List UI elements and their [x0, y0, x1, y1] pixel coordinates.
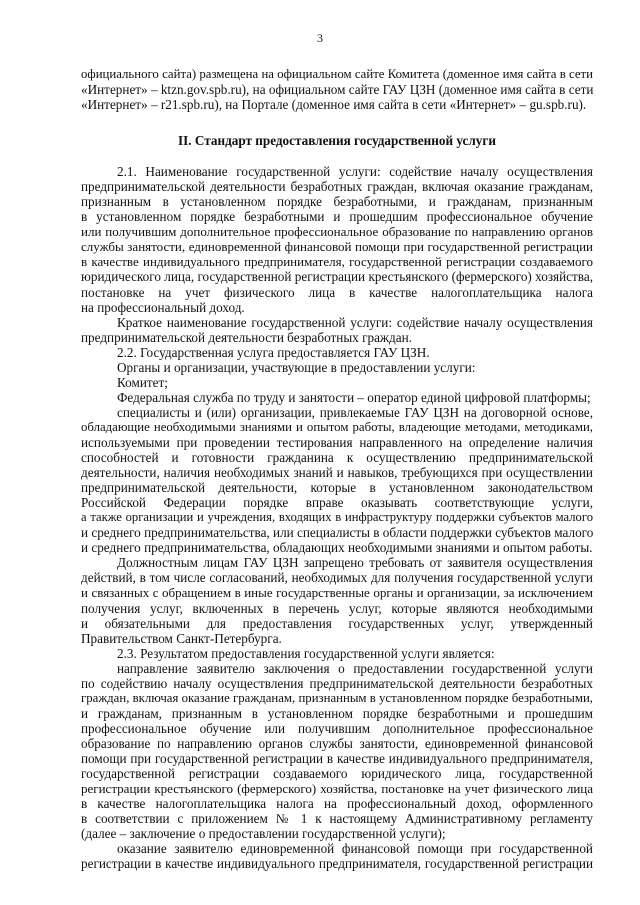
text-line: и обязательными для предоставления государственных услуг, утвержденный [81, 615, 593, 631]
text-line: действий, в том числе согласований, необходимых для получения государственной услуги [81, 570, 593, 586]
text-line: Должностным лицам ГАУ ЦЗН запрещено требовать от заявителя осуществления [117, 555, 593, 571]
text-line: или получившим дополнительное профессиональное образование по направлению органов [81, 224, 593, 240]
paragraph [81, 841, 593, 871]
paragraph [81, 345, 593, 360]
text-line: Органы и организации, участвующие в предоставлении услуги: [117, 359, 476, 375]
text-line: обладающие необходимыми знаниями и опытом работы, владеющие методами, методиками, [81, 419, 593, 434]
text-line: 2.1. Наименование государственной услуги: содействие началу осуществления [117, 164, 593, 180]
text-line: предпринимательской деятельности, которые в установленном законодательством [81, 480, 593, 496]
text-line: Краткое наименование государственной услуги: содействие началу осуществления [117, 314, 593, 330]
paragraph [81, 375, 593, 390]
text-line: в соответствии с приложением № 1 к настоящему Административному регламенту [81, 811, 593, 827]
document-body [81, 67, 593, 871]
text-line: и гражданам, признанным в установленном порядке безработными и прошедшим [81, 705, 593, 721]
text-line: в качестве налогоплательщика налога на профессиональный доход, оформленного [81, 796, 593, 812]
text-line: официального сайта) размещена на официальном сайте Комитета (доменное имя сайта в сети [81, 67, 593, 81]
text-line: а также организации и учреждения, входящих в инфраструктуру поддержки субъектов малого [81, 510, 593, 525]
text-line: получения услуг, включенных в перечень услуг, которые являются необходимыми [81, 600, 593, 616]
page-number: 3 [317, 31, 323, 45]
paragraph [81, 360, 593, 375]
paragraph [81, 390, 593, 405]
section-heading: II. Стандарт предоставления государственной услуги [178, 133, 496, 149]
text-line: предпринимательской деятельности безработных граждан, включая оказание гражданам, [81, 179, 593, 195]
text-line: помощи при государственной регистрации в качестве индивидуального предпринимателя, [81, 750, 593, 766]
paragraph [81, 555, 593, 645]
text-line: «Интернет» – ktzn.gov.spb.ru), на официальном сайте ГАУ ЦЗН (доменное имя сайта в сети [81, 82, 594, 98]
text-line: 2.2. Государственная услуга предоставляется ГАУ ЦЗН. [117, 344, 430, 360]
text-line: государственной регистрации создаваемого юридического лица, государственной [81, 766, 593, 782]
text-line: постановке на учет физического лица в качестве налогоплательщика налога [81, 284, 593, 300]
text-line: и связанных с обращением в иные государственные органы и организации, за исключением [81, 585, 593, 601]
text-line: оказание заявителю единовременной финансовой помощи при государственной [117, 841, 593, 857]
text-line: в качестве индивидуального предпринимателя, государственной регистрации создаваемого [81, 254, 593, 270]
paragraph [81, 315, 593, 345]
paragraph [81, 661, 593, 842]
text-line: способностей и готовности гражданина к осуществлению предпринимательской [81, 450, 593, 466]
text-line: (далее – заключение о предоставлении государственной услуги); [81, 826, 446, 842]
text-line: профессиональное обучение или получившим дополнительное профессиональное [81, 720, 593, 736]
text-line: 2.3. Результатом предоставления государственной услуги является: [117, 645, 495, 661]
paragraph [81, 405, 593, 555]
paragraph [81, 646, 593, 661]
text-line: используемыми при проведении тестирования направленного на определение наличия [81, 434, 593, 450]
intro-paragraph [81, 67, 593, 112]
text-line: юридического лица, государственной регистрации крестьянского (фермерского) хозяйства, [81, 269, 593, 285]
text-line: Федеральная служба по труду и занятости – оператор единой цифровой платформы; [117, 389, 591, 405]
text-line: Российской Федерации порядке вправе оказывать соответствующие услуги, [81, 495, 593, 511]
text-line: признанным в установленном порядке безработными, и гражданам, признанным [81, 194, 593, 210]
text-line: регистрации крестьянского (фермерского) хозяйства, постановке на учет физического лица [81, 781, 593, 797]
paragraph [81, 164, 593, 314]
text-line: службы занятости, единовременной финансовой помощи при государственной регистрации [81, 239, 593, 255]
text-line: специалисты и (или) организации, привлекаемые ГАУ ЦЗН на договорной основе, [117, 404, 593, 420]
text-line: и среднего предпринимательства, обладающих необходимыми знаниями и опытом работы. [81, 540, 593, 556]
text-line: по содействию началу осуществления предпринимательской деятельности безработных [81, 675, 593, 691]
text-line: в установленном порядке безработными и прошедшим профессиональное обучение [81, 209, 593, 225]
text-line: образование по направлению органов службы занятости, единовременной финансовой [81, 735, 593, 751]
text-line: Комитет; [117, 374, 168, 390]
text-line: предпринимательской деятельности безработных граждан. [81, 329, 412, 345]
text-line: граждан, включая оказание гражданам, признанным в установленном порядке безработными, [81, 690, 593, 705]
text-line: деятельности, наличия необходимых знаний и навыков, требующихся при осуществлении [81, 465, 593, 481]
text-line: на профессиональный доход. [81, 299, 245, 315]
text-line: направление заявителю заключения о предоставлении государственной услуги [117, 660, 593, 676]
text-line: «Интернет» – r21.spb.ru), на Портале (доменное имя сайта в сети «Интернет» – gu.spb.ru). [81, 97, 587, 113]
text-line: и среднего предпринимательства, или специалисты в области поддержки субъектов малого [81, 525, 594, 541]
text-line: Правительством Санкт-Петербурга. [81, 630, 282, 646]
text-line: регистрации в качестве индивидуального предпринимателя, государственной регистрации [81, 856, 593, 872]
paragraphs [81, 164, 593, 871]
